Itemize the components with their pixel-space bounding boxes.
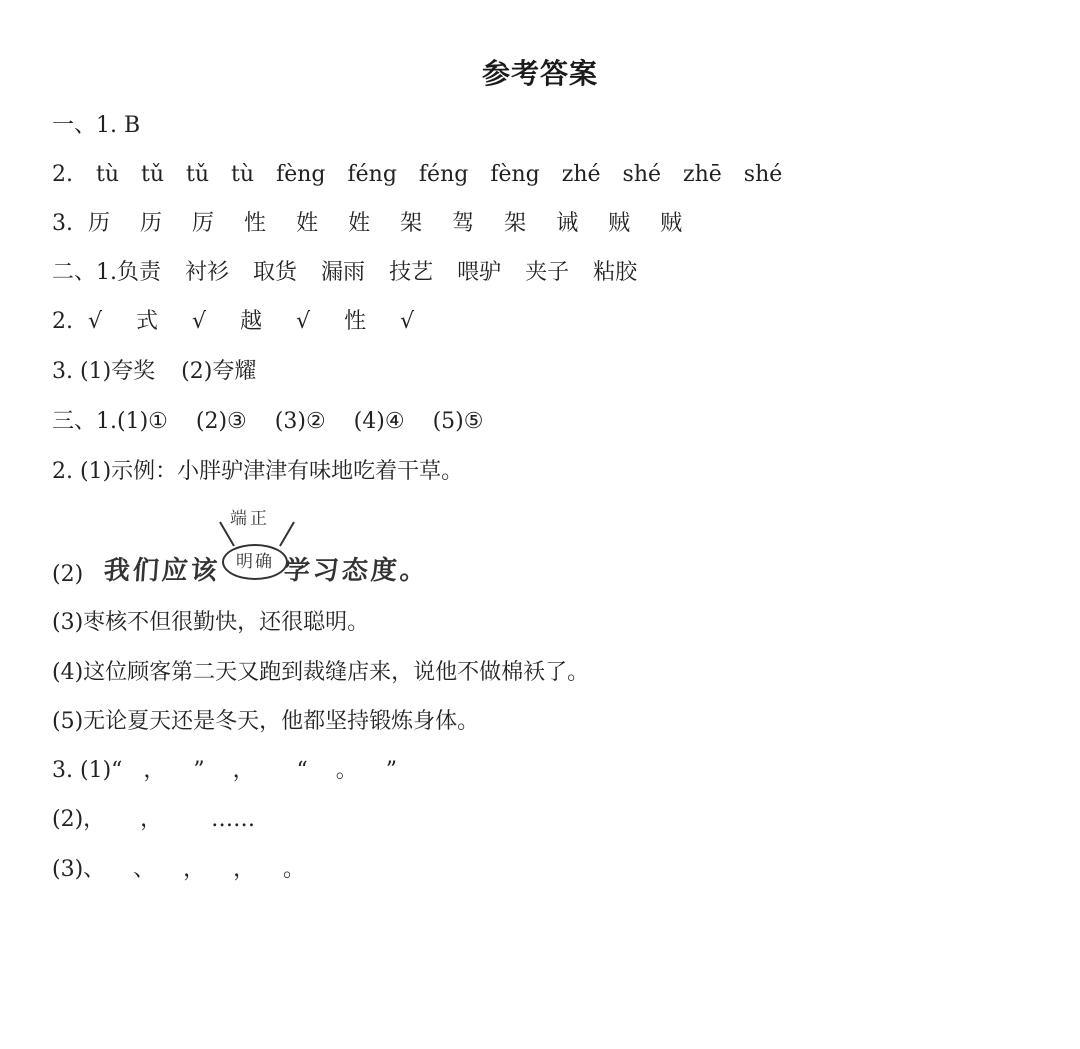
matching-list (117, 407, 511, 437)
word-item: 漏雨 (321, 260, 366, 285)
pinyin-item: tǔ (186, 162, 210, 187)
line-prefix: 三、1. (52, 409, 117, 434)
answer-line-1-2 (52, 160, 804, 190)
line-prefix: 二、1. (52, 260, 117, 285)
word-item: 取货 (253, 260, 298, 285)
word-item: 粘胶 (593, 260, 638, 285)
answer-item: 式 (136, 309, 159, 334)
answer-line-3-2-3: (3)枣核不但很勤快，还很聪明。 (52, 610, 370, 635)
answer-line-2-2 (52, 307, 448, 337)
character-item: 历 (140, 211, 163, 236)
word-choice-list (80, 357, 282, 387)
answer-item: (2)③ (195, 409, 247, 434)
check-list (88, 307, 448, 337)
character-item: 架 (504, 211, 527, 236)
word-item: 技艺 (389, 260, 434, 285)
answer-item: 越 (240, 309, 263, 334)
handwritten-text-before: 我们应该 (102, 556, 221, 586)
page-title: 参考答案 (481, 57, 598, 90)
character-item: 性 (244, 211, 267, 236)
answer-item: (4)④ (353, 409, 405, 434)
pinyin-item: fèng (490, 162, 540, 187)
handwritten-correction (52, 500, 552, 590)
answer-item: (5)⑤ (432, 409, 484, 434)
answer-item: √ (192, 309, 207, 334)
inserted-word: 端正 (230, 509, 270, 529)
pinyin-item: tù (96, 162, 120, 187)
answer-line-3-2-4: (4)这位顾客第二天又跑到裁缝店来，说他不做棉袄了。 (52, 660, 590, 685)
answer-item: √ (88, 309, 103, 334)
character-item: 姓 (296, 211, 319, 236)
answer-item: (3)② (274, 409, 326, 434)
character-item: 诫 (556, 211, 579, 236)
answer-item: √ (296, 309, 311, 334)
answer-item: (2)夸耀 (181, 359, 257, 384)
pinyin-item: fèng (276, 162, 326, 187)
pinyin-item: zhē (683, 162, 722, 187)
pinyin-item: féng (418, 162, 469, 187)
character-item: 驾 (452, 211, 475, 236)
pinyin-item: tǔ (141, 162, 165, 187)
word-item: 衬衫 (185, 260, 230, 285)
answer-line-1-1: 一、1. B (52, 113, 141, 138)
line-prefix: 2. (52, 162, 73, 187)
character-item: 历 (88, 211, 111, 236)
character-item: 厉 (192, 211, 215, 236)
answer-line-3-2-5: (5)无论夏天还是冬天，他都坚持锻炼身体。 (52, 709, 480, 734)
answer-line-3-3-2: (2)， ， …… (52, 807, 256, 832)
character-item: 姓 (348, 211, 371, 236)
answer-line-3-2-1: 2. (1)示例：小胖驴津津有味地吃着干草。 (52, 459, 464, 484)
pinyin-list (96, 160, 804, 190)
answer-item: (1)夸奖 (80, 359, 156, 384)
word-item: 负责 (117, 260, 162, 285)
answer-line-1-3 (52, 209, 712, 239)
line-prefix: (2) (52, 562, 84, 587)
answer-line-2-1 (52, 258, 661, 288)
answer-line-3-1 (52, 407, 511, 437)
handwritten-text-after: 学习态度。 (282, 556, 430, 586)
character-item: 架 (400, 211, 423, 236)
answer-item: (1)① (117, 409, 168, 434)
pinyin-item: shé (743, 162, 783, 187)
answer-line-3-3-3: (3)、 、 ， ， 。 (52, 857, 306, 882)
character-item: 贼 (660, 211, 683, 236)
pinyin-item: féng (347, 162, 397, 187)
circled-word: 明确 (222, 544, 288, 580)
pinyin-item: zhé (561, 162, 601, 187)
word-item: 夹子 (525, 260, 570, 285)
line-prefix: 3. (52, 211, 73, 236)
line-prefix: 2. (52, 309, 73, 334)
word-list (117, 258, 661, 288)
character-item: 贼 (608, 211, 631, 236)
word-item: 喂驴 (457, 260, 502, 285)
answer-item: 性 (344, 309, 367, 334)
answer-item: √ (400, 309, 415, 334)
answer-line-3-3-1: 3. (1)“ ， ” ， “ 。 ” (52, 758, 397, 783)
line-prefix: 3. (52, 359, 73, 384)
character-list (88, 209, 712, 239)
pinyin-item: shé (622, 162, 662, 187)
pinyin-item: tù (231, 162, 255, 187)
answer-line-2-3 (52, 357, 282, 387)
